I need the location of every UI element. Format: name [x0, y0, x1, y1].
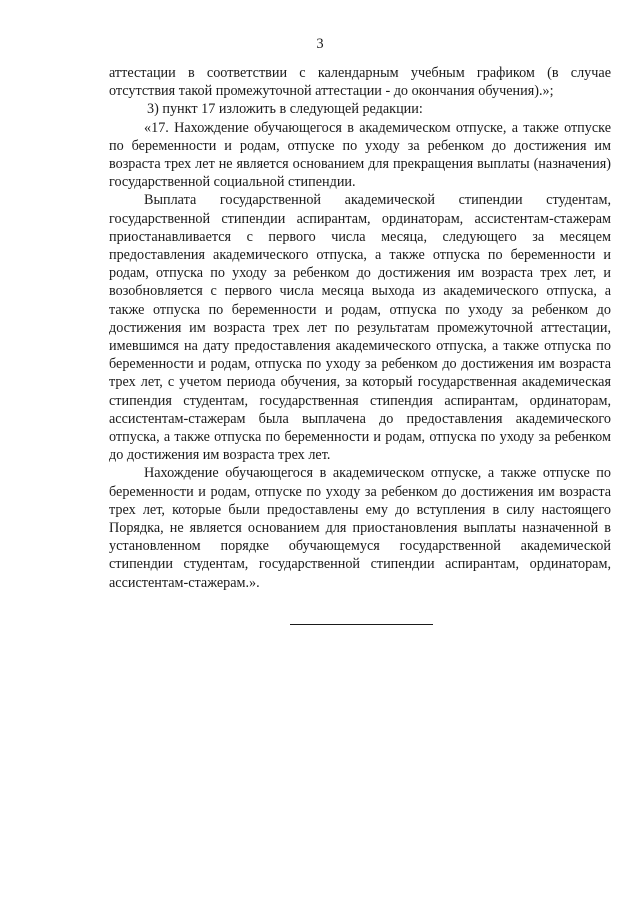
paragraph-prior-leave: Нахождение обучающегося в академическом отпуске, а также отпуске по беременности и родам, отпуске по уходу за ребенком до достижения им возраста трех лет, которые были предоставлены ему до вступления в силу настоящего Порядка, не является основанием для приостановления выплаты назначенной в установленном порядке обучающемуся государственной академической стипендии студентам, государственной стипендии аспирантам, ординаторам, ассистентам-стажерам.». — [109, 465, 611, 591]
paragraph-stipend-suspension: Выплата государственной академической стипендии студентам, государственной стипендии аспирантам, ординаторам, ассистентам-стажерам приостанавливается с первого числа месяца, следующего за месяцем предоставления академического отпуска, а также отпуска по беременности и родам, отпуска по уходу за ребенком до достижения им возраста трех лет, и возобновляется с первого числа месяца выхода из академического отпуска, а также отпуска по беременности и родам, отпуска по уходу за ребенком до достижения им возраста трех лет по результатам промежуточной аттестации, имевшимся на дату предоставления академического отпуска, а также отпуска по беременности и родам, отпуска по уходу за ребенком до достижения им возраста трех лет, с учетом периода обучения, за который государственная академическая стипендия студентам, государственная стипендия аспирантам, ординаторам, ассистентам-стажерам была выплачена до предоставления академического отпуска, а также отпуска по беременности и родам, отпуска по уходу за ребенком до достижения им возраста трех лет. — [109, 192, 611, 464]
paragraph-amendment-item-3: 3) пункт 17 изложить в следующей редакции: — [147, 101, 423, 118]
document-body — [109, 64, 611, 592]
paragraph-attestation-continuation: аттестации в соответствии с календарным учебным графиком (в случае отсутствия такой промежуточной аттестации - до окончания обучения).»; — [109, 65, 611, 100]
page-number: 3 — [316, 36, 324, 52]
paragraph-clause-17: «17. Нахождение обучающегося в академическом отпуске, а также отпуске по беременности и родам, отпуске по уходу за ребенком до достижения им возраста трех лет не является основанием для прекращения выплаты (назначения) государственной социальной стипендии. — [109, 119, 611, 191]
end-of-text-rule — [290, 624, 433, 625]
